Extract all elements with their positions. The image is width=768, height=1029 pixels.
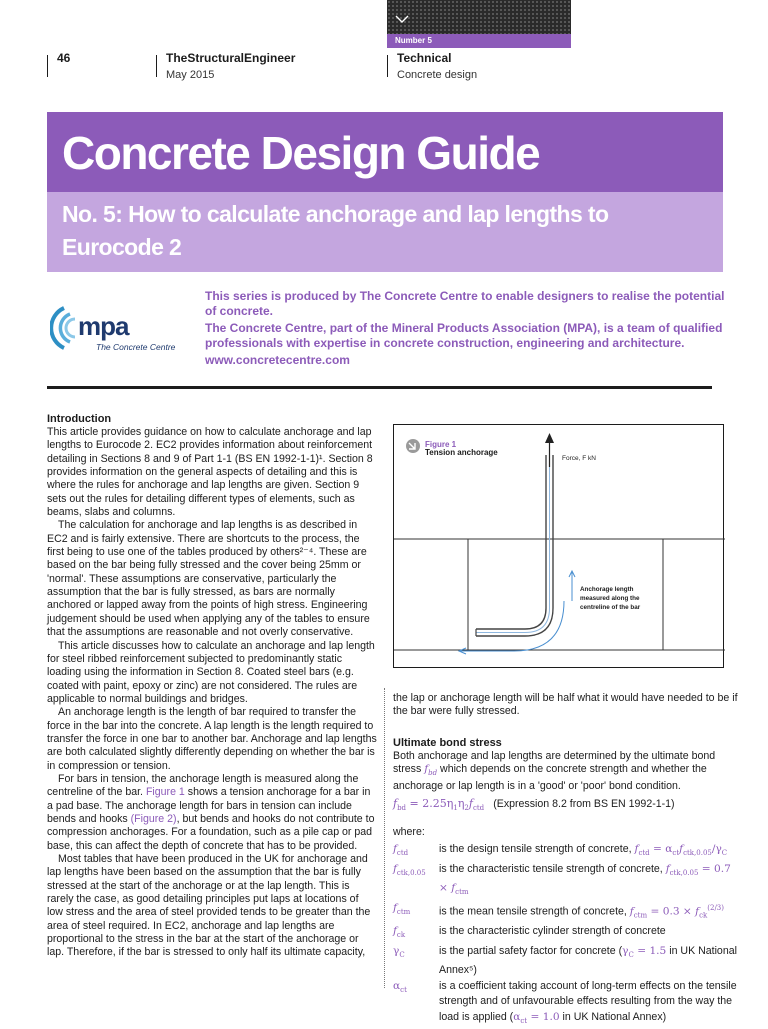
definition-fctk: $f_{ctk,0.05}$ is the characteristic tensile strength of concrete, $f_{ctk,0.05} = 0.7 \times f_{ctm}$ [393,862,731,897]
definition-gamma-c: $\gamma_C$ is the partial safety factor for concrete ($\gamma_C = 1.5$ in UK National Annex⁵) [393,944,737,977]
bond-stress-heading: Ultimate bond stress [393,736,502,749]
body-text: For bars in tension, the anchorage length is measured along the centreline of the bar. [47,772,359,799]
body-paragraph [393,750,741,794]
issue-date: May 2015 [166,69,215,81]
body-paragraph [47,773,377,853]
definition-fctm: $f_{ctm}$ is the mean tensile strength of concrete, $f_{ctm} = 0.3 \times f_{ck}^{(2/3)}$ [393,901,724,920]
introduction-heading: Introduction [47,413,112,425]
definition-fck: $f_{ck}$ is the characteristic cylinder strength of concrete [393,924,666,940]
header-divider [387,55,388,77]
mpa-logo [50,300,185,360]
issue-number-tab [387,0,571,48]
intro-paragraph: The Concrete Centre, part of the Mineral Products Association (MPA), is a team of qualified professionals with expertise in concrete construction, engineering and architecture. [205,321,723,350]
page-title: Concrete Design Guide [62,127,540,179]
anchorage-length-label: Anchorage length measured along the centreline of the bar [580,586,641,611]
column-divider [384,688,385,988]
logo-caption: The Concrete Centre [96,342,176,352]
body-paragraph: Most tables that have been produced in the UK for anchorage and lap lengths have been based on the assumption that the bar is fully stressed at the start of the anchorage or at the lap length. This is rarely the case, as good detailing principles put laps at locations of low stress and the area of steel provided tends to be greater than the area of steel required. In EC2, anchorage and lap lengths are proportional to the stress in the bar at the start of the anchorage or lap. Therefore, if the bar is stressed to only half its ultimate capacity, [47,853,371,959]
body-text: , but bends and hooks do not contribute to compression anchorages. For a foundation, such as a pile cap or pad base, this can affect the depth of concrete that has to be provided. [47,812,375,852]
equation-reference: (Expression 8.2 from BS EN 1992-1-1) [493,798,675,810]
page-number: 46 [57,51,71,65]
body-paragraph: An anchorage length is the length of bar required to transfer the force in the bar into the concrete. A lap length is the length required to transfer the force in one bar to another bar. Anchorage and lap lengths are both calculated slightly differently depending on whether the bar is in compression or tension. [47,706,377,772]
symbol-fbd: $f_{bd}$ [424,763,438,778]
definition-fctd: $f_{ctd}$ is the design tensile strength of concrete, $f_{ctd} = \alpha_{ct}f_{ctk,0.05}/\gamma_C$ [393,843,728,858]
body-text: Both anchorage and lap lengths are determined by the ultimate bond stress [393,749,716,776]
section-name: Technical [397,51,452,65]
body-text: shows a tension anchorage for a bar in a pad base. The anchorage length for bars in tension can include bends and hooks [47,786,371,825]
figure-marker-icon [406,439,420,453]
body-paragraph: This article discusses how to calculate an anchorage and lap length for steel ribbed reinforcement subjected to predominantly static loading using the information in Section 8. Coated steel bars (e.g. coated with paint, epoxy or zinc) are not considered. The rules are applicable to normal buildings and bridges. [47,639,375,705]
intro-paragraph: This series is produced by The Concrete Centre to enable designers to realise the potential of concrete. [205,289,725,318]
section-rule [47,386,712,389]
figure-1-reference[interactable]: Figure 1 [145,786,185,799]
figure-1-tension-anchorage [393,424,724,668]
right-column [393,692,741,794]
definitions-list [393,842,743,1029]
body-paragraph: the lap or anchorage length will be half what it would have needed to be if the bar were fully stressed. [393,692,738,718]
page-subtitle: No. 5: How to calculate anchorage and lap lengths to Eurocode 2 [62,201,609,260]
series-intro [205,289,730,370]
issue-number-label: Number 5 [387,34,571,48]
body-text: which depends on the concrete strength and whether the anchorage or lap length is in a 'good' or 'poor' bond condition. [393,763,707,793]
website-link[interactable]: www.concretecentre.com [205,353,350,367]
halftone-pattern [387,0,571,34]
figure-number: Figure 1 [425,440,457,449]
bond-stress-equation: $f_{bd} = 2.25\eta_1\eta_2f_{ctd}$ (Expression 8.2 from BS EN 1992-1-1) [393,797,675,813]
where-label: where: [393,826,425,838]
force-arrowhead [545,433,554,443]
subsection-name: Concrete design [397,69,478,81]
body-paragraph: The calculation for anchorage and lap lengths is as described in EC2 and is fairly extensive. There are shortcuts to the process, the first being to use one of the tables produced by others²⁻⁴. These are based on the bar being fully stressed and the cover being 25mm or 'normal'. These assumptions are conservative, particularly the assumption that the bar is fully stressed, as bars are normally anchored or lapped away from the points of high stress. Engineering judgement should be used when applying any of the tables to ensure that the assumptions are reasonable and not overly conservative. [47,519,370,639]
header-divider [156,55,157,77]
definition-alpha-ct: $\alpha_{ct}$ is a coefficient taking account of long-term effects on the tensile strength and of unfavourable effects resulting from the way the load is applied ($\alpha_{ct} = 1.0$ in UK National Annex) [393,979,737,1025]
left-column [47,412,377,960]
publication-name: TheStructuralEngineer [166,51,296,65]
chevron-down-icon [395,14,409,24]
header-divider [47,55,48,77]
logo-mark: mpa [78,311,129,341]
force-label: Force, F kN [562,455,596,462]
anchorage-diagram [394,425,725,669]
body-paragraph: This article provides guidance on how to calculate anchorage and lap lengths to Eurocode 2. EC2 provides information about reinforcement detailing in Sections 8 and 9 of Part 1-1 (BS EN 1992-1-1)¹. Section 8 provides information on the general aspects of detailing and this is where the rules for anchorage and lap lengths are given. Section 9 sets out the rules for detailing different types of elements, such as beams, slabs and columns. [47,426,373,519]
figure-caption: Tension anchorage [425,448,498,457]
figure-2-reference[interactable]: (Figure 2) [130,812,177,825]
